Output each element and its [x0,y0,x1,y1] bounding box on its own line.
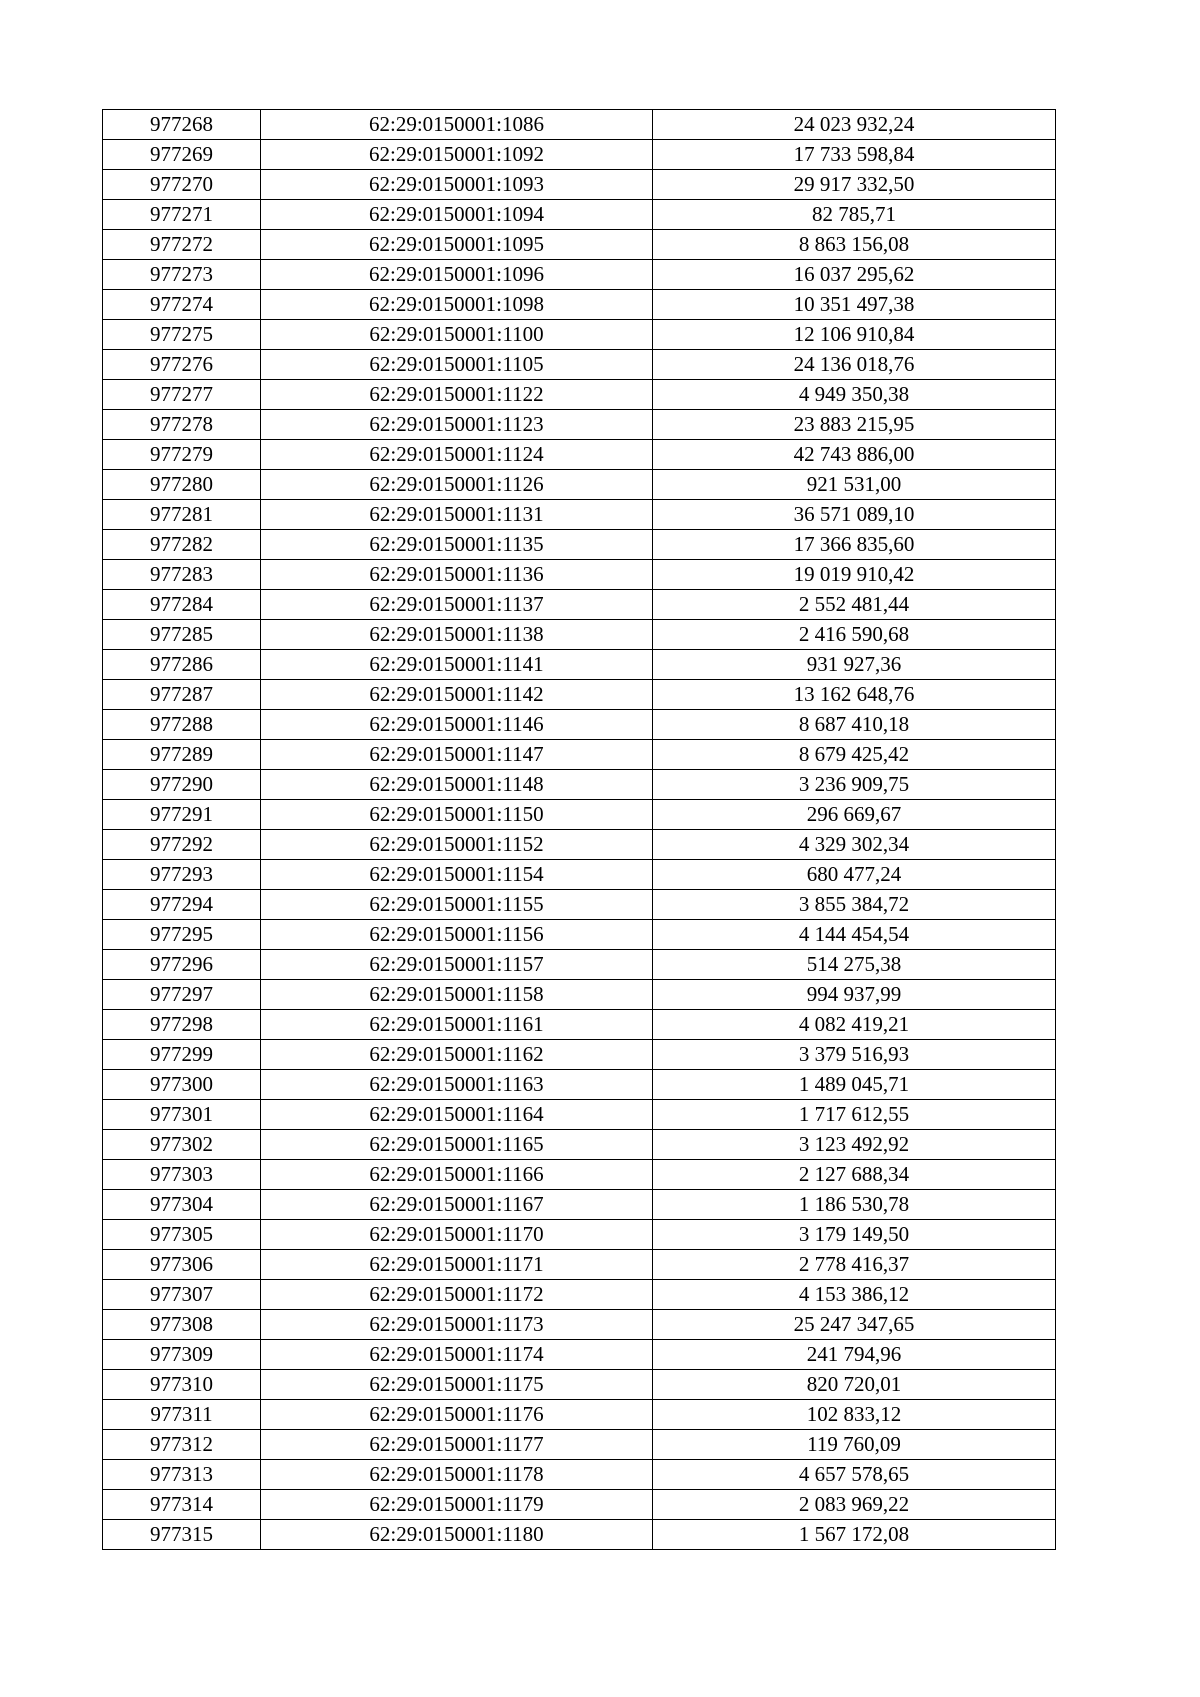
cadastral-number-cell: 62:29:0150001:1092 [261,140,653,170]
table-row [103,1310,1056,1340]
row-number-cell: 977268 [103,110,261,140]
table-row [103,320,1056,350]
cadastral-value-cell: 24 023 932,24 [653,110,1056,140]
table-row [103,1460,1056,1490]
row-number-cell: 977274 [103,290,261,320]
table-row [103,530,1056,560]
table-row [103,1070,1056,1100]
cadastral-number-cell: 62:29:0150001:1148 [261,770,653,800]
table-row [103,1430,1056,1460]
table-row [103,1130,1056,1160]
table-row [103,830,1056,860]
cadastral-number-cell: 62:29:0150001:1122 [261,380,653,410]
table-row [103,500,1056,530]
cadastral-number-cell: 62:29:0150001:1172 [261,1280,653,1310]
cadastral-number-cell: 62:29:0150001:1152 [261,830,653,860]
cadastral-value-cell: 921 531,00 [653,470,1056,500]
row-number-cell: 977299 [103,1040,261,1070]
cadastral-value-cell: 8 679 425,42 [653,740,1056,770]
row-number-cell: 977301 [103,1100,261,1130]
table-row [103,980,1056,1010]
cadastral-value-cell: 4 329 302,34 [653,830,1056,860]
cadastral-number-cell: 62:29:0150001:1161 [261,1010,653,1040]
cadastral-value-cell: 296 669,67 [653,800,1056,830]
cadastral-value-cell: 514 275,38 [653,950,1056,980]
cadastral-value-cell: 16 037 295,62 [653,260,1056,290]
table-row [103,1160,1056,1190]
row-number-cell: 977315 [103,1520,261,1550]
table-row [103,800,1056,830]
row-number-cell: 977313 [103,1460,261,1490]
cadastral-value-cell: 4 082 419,21 [653,1010,1056,1040]
row-number-cell: 977276 [103,350,261,380]
cadastral-number-cell: 62:29:0150001:1165 [261,1130,653,1160]
cadastral-number-cell: 62:29:0150001:1177 [261,1430,653,1460]
row-number-cell: 977294 [103,890,261,920]
table-row [103,350,1056,380]
cadastral-number-cell: 62:29:0150001:1126 [261,470,653,500]
cadastral-number-cell: 62:29:0150001:1164 [261,1100,653,1130]
cadastral-value-cell: 12 106 910,84 [653,320,1056,350]
table-row [103,560,1056,590]
row-number-cell: 977312 [103,1430,261,1460]
row-number-cell: 977297 [103,980,261,1010]
cadastral-value-cell: 4 949 350,38 [653,380,1056,410]
cadastral-number-cell: 62:29:0150001:1162 [261,1040,653,1070]
table-row [103,1520,1056,1550]
table-row [103,110,1056,140]
row-number-cell: 977277 [103,380,261,410]
table-row [103,230,1056,260]
table-row [103,710,1056,740]
cadastral-number-cell: 62:29:0150001:1105 [261,350,653,380]
table-row [103,380,1056,410]
cadastral-number-cell: 62:29:0150001:1156 [261,920,653,950]
cadastral-value-cell: 1 186 530,78 [653,1190,1056,1220]
row-number-cell: 977291 [103,800,261,830]
row-number-cell: 977273 [103,260,261,290]
cadastral-number-cell: 62:29:0150001:1180 [261,1520,653,1550]
cadastral-number-cell: 62:29:0150001:1131 [261,500,653,530]
row-number-cell: 977295 [103,920,261,950]
table-row [103,1400,1056,1430]
cadastral-number-cell: 62:29:0150001:1179 [261,1490,653,1520]
cadastral-value-cell: 1 489 045,71 [653,1070,1056,1100]
cadastral-value-cell: 42 743 886,00 [653,440,1056,470]
cadastral-value-cell: 2 552 481,44 [653,590,1056,620]
cadastral-value-cell: 25 247 347,65 [653,1310,1056,1340]
cadastral-number-cell: 62:29:0150001:1141 [261,650,653,680]
cadastral-number-cell: 62:29:0150001:1157 [261,950,653,980]
row-number-cell: 977283 [103,560,261,590]
row-number-cell: 977306 [103,1250,261,1280]
cadastral-number-cell: 62:29:0150001:1136 [261,560,653,590]
cadastral-number-cell: 62:29:0150001:1096 [261,260,653,290]
table-row [103,650,1056,680]
cadastral-value-cell: 17 366 835,60 [653,530,1056,560]
table-row [103,770,1056,800]
cadastral-number-cell: 62:29:0150001:1170 [261,1220,653,1250]
row-number-cell: 977286 [103,650,261,680]
cadastral-number-cell: 62:29:0150001:1147 [261,740,653,770]
cadastral-value-cell: 4 144 454,54 [653,920,1056,950]
cadastral-value-cell: 82 785,71 [653,200,1056,230]
cadastral-number-cell: 62:29:0150001:1093 [261,170,653,200]
cadastral-number-cell: 62:29:0150001:1124 [261,440,653,470]
row-number-cell: 977293 [103,860,261,890]
table-row [103,1220,1056,1250]
cadastral-number-cell: 62:29:0150001:1171 [261,1250,653,1280]
cadastral-value-cell: 19 019 910,42 [653,560,1056,590]
cadastral-number-cell: 62:29:0150001:1163 [261,1070,653,1100]
cadastral-value-cell: 119 760,09 [653,1430,1056,1460]
table-row [103,1010,1056,1040]
cadastral-value-cell: 3 236 909,75 [653,770,1056,800]
cadastral-value-cell: 8 863 156,08 [653,230,1056,260]
table-row [103,440,1056,470]
row-number-cell: 977281 [103,500,261,530]
row-number-cell: 977289 [103,740,261,770]
table-row [103,860,1056,890]
row-number-cell: 977311 [103,1400,261,1430]
table-row [103,1250,1056,1280]
cadastral-value-cell: 102 833,12 [653,1400,1056,1430]
cadastral-number-cell: 62:29:0150001:1146 [261,710,653,740]
cadastral-value-cell: 10 351 497,38 [653,290,1056,320]
row-number-cell: 977285 [103,620,261,650]
cadastral-value-cell: 2 416 590,68 [653,620,1056,650]
cadastral-number-cell: 62:29:0150001:1154 [261,860,653,890]
cadastral-number-cell: 62:29:0150001:1138 [261,620,653,650]
cadastral-number-cell: 62:29:0150001:1176 [261,1400,653,1430]
cadastral-value-cell: 4 657 578,65 [653,1460,1056,1490]
row-number-cell: 977298 [103,1010,261,1040]
table-row [103,740,1056,770]
table-row [103,950,1056,980]
cadastral-value-cell: 2 083 969,22 [653,1490,1056,1520]
table-row [103,620,1056,650]
cadastral-value-cell: 24 136 018,76 [653,350,1056,380]
table-row [103,1490,1056,1520]
table-row [103,590,1056,620]
table-row [103,1040,1056,1070]
row-number-cell: 977307 [103,1280,261,1310]
cadastral-value-cell: 931 927,36 [653,650,1056,680]
cadastral-value-cell: 13 162 648,76 [653,680,1056,710]
table-row [103,260,1056,290]
row-number-cell: 977271 [103,200,261,230]
row-number-cell: 977275 [103,320,261,350]
table-row [103,1370,1056,1400]
row-number-cell: 977282 [103,530,261,560]
row-number-cell: 977270 [103,170,261,200]
cadastral-value-cell: 994 937,99 [653,980,1056,1010]
table-row [103,410,1056,440]
cadastral-number-cell: 62:29:0150001:1137 [261,590,653,620]
cadastral-number-cell: 62:29:0150001:1155 [261,890,653,920]
row-number-cell: 977290 [103,770,261,800]
cadastral-number-cell: 62:29:0150001:1178 [261,1460,653,1490]
cadastral-number-cell: 62:29:0150001:1150 [261,800,653,830]
table-row [103,470,1056,500]
cadastral-number-cell: 62:29:0150001:1174 [261,1340,653,1370]
cadastral-number-cell: 62:29:0150001:1098 [261,290,653,320]
row-number-cell: 977292 [103,830,261,860]
cadastral-value-cell: 2 778 416,37 [653,1250,1056,1280]
row-number-cell: 977269 [103,140,261,170]
table-row [103,680,1056,710]
row-number-cell: 977314 [103,1490,261,1520]
table-row [103,200,1056,230]
cadastral-number-cell: 62:29:0150001:1135 [261,530,653,560]
row-number-cell: 977280 [103,470,261,500]
cadastral-number-cell: 62:29:0150001:1166 [261,1160,653,1190]
cadastral-value-cell: 3 379 516,93 [653,1040,1056,1070]
row-number-cell: 977302 [103,1130,261,1160]
cadastral-number-cell: 62:29:0150001:1086 [261,110,653,140]
row-number-cell: 977296 [103,950,261,980]
row-number-cell: 977284 [103,590,261,620]
cadastral-value-cell: 241 794,96 [653,1340,1056,1370]
row-number-cell: 977309 [103,1340,261,1370]
row-number-cell: 977305 [103,1220,261,1250]
table-body [103,110,1056,1550]
cadastral-number-cell: 62:29:0150001:1123 [261,410,653,440]
row-number-cell: 977300 [103,1070,261,1100]
cadastral-number-cell: 62:29:0150001:1094 [261,200,653,230]
cadastral-number-cell: 62:29:0150001:1175 [261,1370,653,1400]
cadastral-value-cell: 23 883 215,95 [653,410,1056,440]
table-row [103,140,1056,170]
row-number-cell: 977304 [103,1190,261,1220]
table-row [103,1100,1056,1130]
row-number-cell: 977278 [103,410,261,440]
table-row [103,890,1056,920]
row-number-cell: 977272 [103,230,261,260]
table-row [103,290,1056,320]
cadastral-value-cell: 2 127 688,34 [653,1160,1056,1190]
row-number-cell: 977303 [103,1160,261,1190]
cadastral-value-cell: 3 855 384,72 [653,890,1056,920]
cadastral-value-cell: 1 717 612,55 [653,1100,1056,1130]
cadastral-number-cell: 62:29:0150001:1100 [261,320,653,350]
table-row [103,920,1056,950]
table-row [103,1190,1056,1220]
cadastral-value-cell: 3 179 149,50 [653,1220,1056,1250]
cadastral-value-table [102,109,1056,1550]
table-row [103,1280,1056,1310]
cadastral-value-cell: 820 720,01 [653,1370,1056,1400]
row-number-cell: 977287 [103,680,261,710]
table-row [103,170,1056,200]
cadastral-value-cell: 1 567 172,08 [653,1520,1056,1550]
row-number-cell: 977288 [103,710,261,740]
cadastral-value-cell: 8 687 410,18 [653,710,1056,740]
cadastral-value-cell: 36 571 089,10 [653,500,1056,530]
row-number-cell: 977308 [103,1310,261,1340]
cadastral-value-cell: 17 733 598,84 [653,140,1056,170]
cadastral-value-cell: 680 477,24 [653,860,1056,890]
cadastral-number-cell: 62:29:0150001:1095 [261,230,653,260]
cadastral-value-cell: 3 123 492,92 [653,1130,1056,1160]
cadastral-number-cell: 62:29:0150001:1142 [261,680,653,710]
cadastral-number-cell: 62:29:0150001:1158 [261,980,653,1010]
cadastral-value-cell: 4 153 386,12 [653,1280,1056,1310]
cadastral-number-cell: 62:29:0150001:1167 [261,1190,653,1220]
cadastral-value-cell: 29 917 332,50 [653,170,1056,200]
row-number-cell: 977279 [103,440,261,470]
row-number-cell: 977310 [103,1370,261,1400]
table-row [103,1340,1056,1370]
cadastral-number-cell: 62:29:0150001:1173 [261,1310,653,1340]
